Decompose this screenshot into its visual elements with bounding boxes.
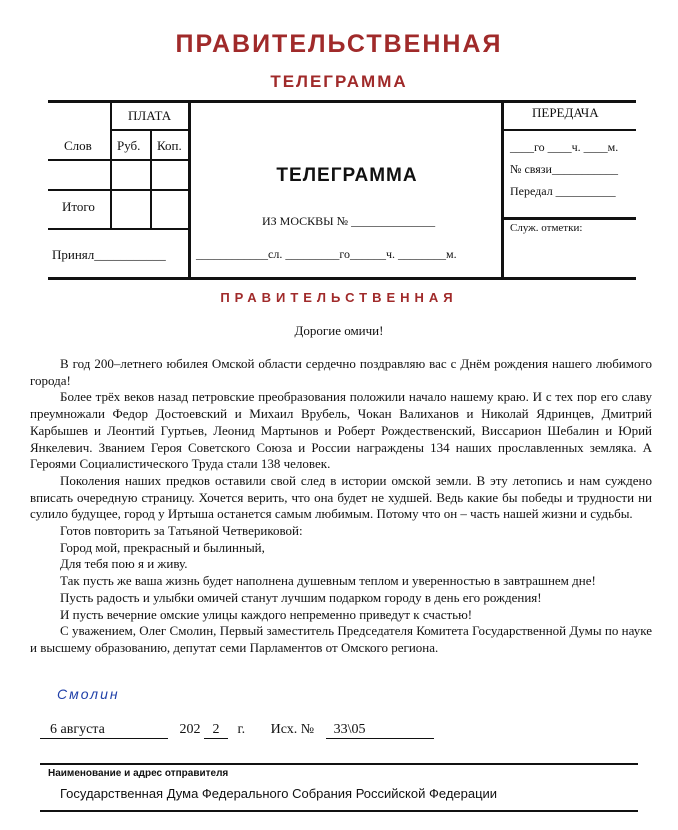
date-field: 6 августа [40, 722, 168, 739]
service-notes-label: Служ. отметки: [510, 222, 583, 234]
year-digit: 2 [204, 722, 228, 739]
sender-name: Государственная Дума Федерального Собрания Российской Федерации [60, 786, 498, 801]
words-time-line: ____________сл. _________го______ч. ________м. [196, 247, 457, 261]
rub-label: Руб. [117, 138, 141, 153]
sender-top-rule [40, 763, 638, 765]
date-row [40, 722, 434, 739]
slov-label: Слов [64, 138, 92, 153]
paragraph: Более трёх веков назад петровские преобразования положили начало нашему краю. И с тех пор его славу преумножали Федор Достоевский и Михаил Врубель, Чокан Валиханов и Николай Ядринцев, Дмитрий Карбышев и Леонтий Гуртьев, Леонид Мартынов и Роберт Рождественский, Виссарион Шебалин и Юрий Янкелевич. Званием Героя Советского Союза и России награждены 134 наших прославленных земляка. А Героями Социалистического Труда стали 138 человек. [30, 389, 652, 472]
transmitted-by: Передал __________ [510, 184, 616, 198]
paragraph: Готов повторить за Татьяной Четвериковой: [60, 523, 303, 539]
government-banner: ПРАВИТЕЛЬСТВЕННАЯ [220, 290, 458, 305]
poem-line: Для тебя пою я и живу. [60, 556, 188, 572]
signature: Смолин [57, 686, 120, 702]
kop-label: Коп. [157, 138, 182, 153]
poem-line: Город мой, прекрасный и былинный, [60, 539, 265, 555]
itogo-label: Итого [62, 199, 95, 214]
transmission-time: ____го ____ч. ____м. [510, 140, 619, 154]
telegram-heading: ТЕЛЕГРАММА [276, 165, 418, 186]
prinyal-label: Принял___________ [52, 247, 166, 262]
year-suffix: г. [237, 722, 246, 737]
paragraph: Так пусть же ваша жизнь будет наполнена душевным теплом и уверенностью в завтрашнем дне! [60, 573, 596, 589]
paragraph: И пусть вечерние омские улицы каждого непременно приведут к счастью! [60, 606, 473, 622]
greeting: Дорогие омичи! [294, 323, 384, 338]
outgoing-number: 33\05 [326, 722, 434, 739]
document-subtitle: ТЕЛЕГРАММА [270, 72, 408, 91]
from-moscow-label: ИЗ МОСКВЫ № ______________ [262, 214, 436, 228]
paragraph: Поколения наших предков оставили свой след в истории омской земли. В эту летопись и нам суждено вписать очередную страницу. Хочется верить, что она будет не худшей. Ведь какие бы победы и трудности ни сулило будущее, город у Иртыша останется самым любимым. Потому что он – часть нашей жизни и судьбы. [30, 472, 652, 522]
link-number: № связи___________ [510, 162, 618, 176]
sender-label: Наименование и адрес отправителя [48, 768, 229, 779]
telegram-body [30, 356, 652, 657]
outgoing-label: Исх. № [270, 722, 315, 737]
paragraph: Пусть радость и улыбки омичей станут лучшим подарком городу в день его рождения! [60, 589, 542, 605]
peredacha-label: ПЕРЕДАЧА [532, 105, 599, 120]
sender-bottom-rule [40, 810, 638, 812]
paragraph: В год 200–летнего юбилея Омской области сердечно поздравляю вас с Днём рождения нашего любимого города! [30, 356, 652, 388]
year-prefix: 202 [179, 722, 201, 737]
document-title: ПРАВИТЕЛЬСТВЕННАЯ [175, 30, 503, 58]
paragraph: С уважением, Олег Смолин, Первый заместитель Председателя Комитета Государственной Думы по науке и высшему образованию, депутат семи Парламентов от Омского региона. [30, 623, 652, 655]
plata-label: ПЛАТА [128, 108, 172, 123]
